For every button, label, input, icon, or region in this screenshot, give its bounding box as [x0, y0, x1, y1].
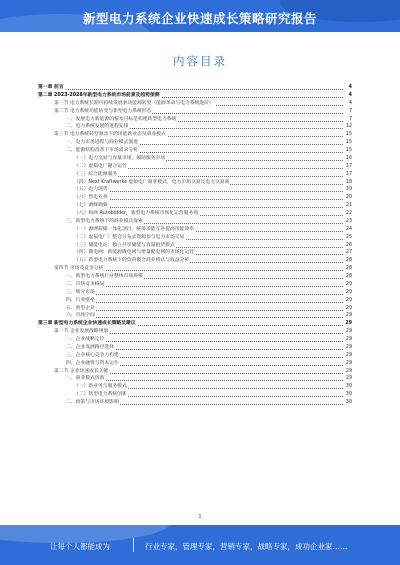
toc-entry-title: （八）构网 Autobidder，新型电力系统市场化运营服务商 — [74, 211, 198, 216]
toc-entry-title: 一、发展电力新能源的根本目标是构建新型电力系统 — [66, 116, 177, 122]
footer-divider — [133, 538, 134, 552]
toc-entry[interactable] — [38, 305, 352, 313]
toc-entry-page: 15 — [343, 131, 352, 139]
toc-entry[interactable] — [38, 116, 352, 124]
toc-entry[interactable] — [38, 320, 352, 328]
toc-entry[interactable] — [38, 312, 352, 320]
footer-slogan-right: 行业专家，管理专家，营销专家，战略专家，成功企业家…… — [145, 542, 348, 551]
toc-entry[interactable] — [38, 202, 352, 210]
toc-entry-title: （六）售电业务 — [74, 195, 108, 201]
toc-entry-page: 29 — [343, 344, 352, 352]
page-number: 1 — [198, 514, 202, 520]
dot-leader — [66, 294, 343, 295]
toc-entry-title: 一、电力市场进程与商业模式演进 — [66, 140, 138, 146]
toc-entry[interactable] — [38, 375, 352, 383]
toc-entry[interactable] — [38, 171, 352, 179]
toc-entry-page: 15 — [343, 139, 352, 147]
toc-entry[interactable] — [38, 108, 352, 116]
toc-entry-title: 第三章 新型电力系统企业快速成长策略及建议 — [38, 321, 136, 327]
toc-entry[interactable] — [38, 281, 352, 289]
toc-entry-title: （四）微电网：新能源微电网与增量配电网的市场化运营 — [74, 250, 194, 256]
toc-entry-title: 五、典型企业 — [66, 305, 95, 311]
toc-entry-page: 29 — [343, 352, 352, 360]
toc-entry-title: 一、商业模式创新 — [66, 376, 105, 382]
toc-entry[interactable] — [38, 210, 352, 218]
toc-entry-title: （二）新型电力系统创新 — [74, 392, 127, 398]
toc-entry[interactable] — [38, 84, 352, 92]
toc-entry[interactable] — [38, 360, 352, 368]
toc-entry-page: 28 — [343, 273, 352, 281]
toc-entry[interactable] — [38, 194, 352, 202]
table-of-contents — [38, 84, 352, 407]
toc-entry-page: 29 — [343, 375, 352, 383]
toc-entry-page: 17 — [343, 171, 352, 179]
toc-entry-title: （七）调峰调频 — [74, 203, 108, 209]
toc-entry-page: 30 — [343, 383, 352, 391]
toc-entry[interactable] — [38, 179, 352, 187]
header-banner — [0, 0, 400, 32]
toc-entry-page: 19 — [343, 186, 352, 194]
toc-entry-title: 三、细分市场 — [66, 289, 95, 295]
toc-entry-page: 17 — [343, 163, 352, 171]
toc-entry-title: 一、新型电力系统行业整体市场规模 — [66, 274, 143, 279]
toc-entry-page: 16 — [343, 155, 352, 163]
footer-banner — [0, 525, 400, 565]
report-title: 新型电力系统企业快速成长策略研究报告 — [82, 11, 317, 26]
toc-entry-page: 24 — [343, 226, 352, 234]
toc-entry-title: （四）Next Kraftwerke 虚拟电厂商业模式，电力市场交易及电力交易商 — [74, 179, 230, 185]
dot-leader — [66, 302, 343, 303]
footer-slogan-left: 让每个人都能成为 — [50, 542, 110, 551]
toc-entry[interactable] — [38, 155, 352, 163]
toc-entry[interactable] — [38, 391, 352, 399]
toc-entry-page: 7 — [343, 108, 352, 116]
toc-entry-page: 26 — [343, 242, 352, 250]
toc-entry-title: 第一节 电力系统长期可持续发展驱动能源转型（能源革命与电力系统进阶） — [54, 100, 214, 106]
dot-leader — [66, 310, 343, 311]
toc-entry-page: 29 — [343, 336, 352, 344]
toc-entry-title: （五）新型电力系统下的负荷聚合商业模式与收益分析 — [74, 258, 190, 264]
toc-entry-page: 29 — [343, 328, 352, 336]
toc-entry[interactable] — [38, 249, 352, 257]
toc-entry-title: （二）虚拟电厂聚合运营 — [74, 163, 127, 169]
toc-entry-page: 29 — [343, 320, 352, 328]
toc-entry[interactable] — [38, 352, 352, 360]
toc-entry[interactable] — [38, 139, 352, 147]
toc-entry-title: （五）电力现货 — [74, 187, 108, 193]
toc-entry-title: 二、政策与市场环境影响 — [66, 400, 119, 405]
toc-entry-title: （一）电力交易与容量市场、辅助服务市场 — [74, 155, 166, 161]
toc-entry-page: 21 — [343, 202, 352, 210]
toc-entry-page: 12 — [343, 123, 352, 131]
toc-entry[interactable] — [38, 273, 352, 281]
toc-entry[interactable] — [38, 147, 352, 155]
toc-entry[interactable] — [38, 163, 352, 171]
toc-entry-page: 30 — [343, 391, 352, 399]
toc-entry-title: （一）源网荷储一体化项目，统筹多能互补提高用能效率 — [74, 226, 194, 232]
toc-entry-title: （一）新业务与服务模式 — [74, 384, 127, 390]
toc-entry-page: 23 — [343, 218, 352, 226]
toc-entry-title: 第一章 前言 — [38, 85, 64, 90]
toc-entry[interactable] — [38, 328, 352, 336]
dot-leader — [74, 191, 343, 192]
toc-entry[interactable] — [38, 242, 352, 250]
toc-heading: 内容目录 — [173, 54, 227, 68]
toc-entry-title: 二、市场竞争格局 — [66, 281, 105, 287]
toc-entry[interactable] — [38, 297, 352, 305]
dot-leader — [66, 380, 343, 381]
toc-entry-page: 29 — [343, 281, 352, 289]
dot-leader — [66, 341, 343, 342]
toc-entry-page: 28 — [343, 265, 352, 273]
toc-entry-page: 29 — [343, 312, 352, 320]
toc-entry-title: 三、企业核心竞争力构建 — [66, 352, 119, 358]
toc-entry-page: 4 — [343, 100, 352, 108]
toc-entry-title: 四、企业融资与资本运作 — [66, 360, 119, 366]
toc-entry-title: 六、市场空间 — [66, 313, 95, 319]
toc-entry-title: 第三节 电力系统转型驱动下的用能新业态及商业模式 — [54, 132, 166, 138]
toc-entry-page: 29 — [343, 368, 352, 376]
toc-entry-title: 一、企业战略定位 — [66, 337, 105, 342]
toc-entry-title: （三）储能电站：独立共享储能与容量租赁模式 — [74, 242, 175, 248]
toc-entry[interactable] — [38, 123, 352, 131]
toc-entry-page: 25 — [343, 234, 352, 242]
dot-leader — [38, 89, 343, 90]
dot-leader — [66, 317, 343, 318]
toc-entry-page: 15 — [343, 147, 352, 155]
toc-entry-title: 二、电力系统发展的进程安排 — [66, 124, 129, 130]
toc-entry-page: 28 — [343, 257, 352, 265]
toc-entry[interactable] — [38, 218, 352, 226]
toc-entry[interactable] — [38, 131, 352, 139]
toc-entry[interactable] — [38, 344, 352, 352]
toc-entry-page: 22 — [343, 210, 352, 218]
toc-entry-title: 第四节 市场及竞争分析 — [54, 266, 104, 272]
toc-entry-page: 29 — [343, 305, 352, 313]
dot-leader — [74, 207, 343, 208]
toc-entry[interactable] — [38, 234, 352, 242]
toc-entry[interactable] — [38, 399, 352, 407]
toc-entry-page: 4 — [343, 92, 352, 100]
toc-entry[interactable] — [38, 265, 352, 273]
toc-entry-page: 29 — [343, 360, 352, 368]
toc-entry-title: （二）虚拟电厂：整合分布式资源参与电力市场交易 — [74, 234, 185, 240]
toc-entry-title: 四、行业壁垒 — [66, 297, 95, 303]
toc-entry[interactable] — [38, 226, 352, 234]
toc-entry[interactable] — [38, 336, 352, 344]
dot-leader — [74, 199, 343, 200]
toc-entry[interactable] — [38, 92, 352, 100]
toc-entry-title: 第一节 企业发展战略规划 — [54, 329, 109, 335]
toc-entry-page: 30 — [343, 399, 352, 407]
toc-entry[interactable] — [38, 368, 352, 376]
toc-entry-page: 29 — [343, 297, 352, 305]
toc-entry-page: 29 — [343, 289, 352, 297]
toc-entry-page: 20 — [343, 194, 352, 202]
dot-leader — [66, 286, 343, 287]
toc-entry-page: 27 — [343, 249, 352, 257]
toc-entry[interactable] — [38, 100, 352, 108]
toc-entry-title: 二、能源结构改革下市场需求分析 — [66, 148, 138, 153]
toc-entry[interactable] — [38, 289, 352, 297]
toc-entry-title: 三、新型电力系统下的商业模式探索 — [66, 218, 143, 224]
toc-entry-title: 二、企业发展路径选择 — [66, 344, 114, 350]
toc-entry[interactable] — [38, 383, 352, 391]
toc-entry-page: 18 — [343, 179, 352, 187]
toc-entry-page: 4 — [343, 84, 352, 92]
toc-entry-title: 第二节 电力系统功能转变与新型电力系统形态 — [54, 108, 152, 114]
toc-entry-title: 第二章 2023-2028年新型电力系统市场前景及趋势预测 — [38, 92, 160, 98]
toc-entry[interactable] — [38, 257, 352, 265]
toc-entry[interactable] — [38, 186, 352, 194]
toc-entry-title: （三）综合能源服务 — [74, 171, 118, 177]
toc-entry-title: 第二节 企业快速成长关键 — [54, 368, 109, 374]
toc-entry-page: 7 — [343, 116, 352, 124]
